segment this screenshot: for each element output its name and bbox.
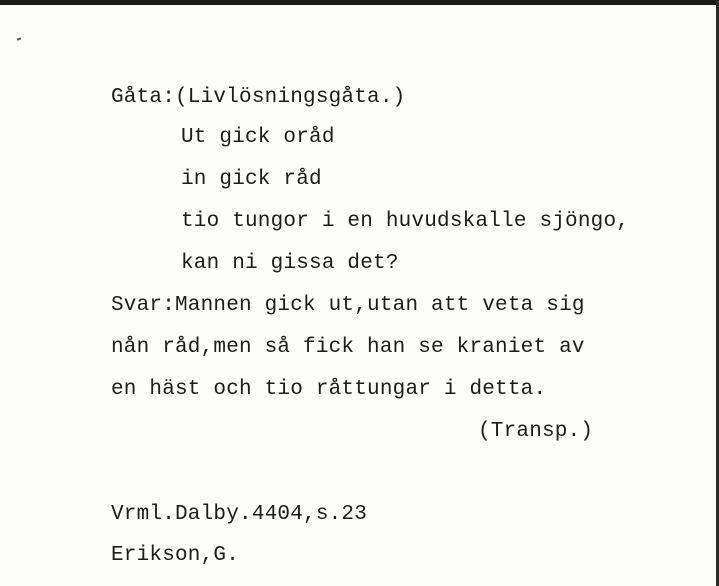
answer-line-2: nån råd,men så fick han se kraniet av bbox=[111, 336, 585, 359]
transcription-note: (Transp.) bbox=[478, 420, 594, 443]
riddle-line-2: in gick råd bbox=[181, 168, 322, 191]
riddle-header: Gåta:(Livlösningsgåta.) bbox=[111, 86, 406, 109]
riddle-line-4: kan ni gissa det? bbox=[181, 252, 399, 275]
paper-speck bbox=[17, 37, 21, 40]
source-reference: Vrml.Dalby.4404,s.23 bbox=[111, 503, 368, 526]
riddle-line-1: Ut gick oråd bbox=[181, 126, 335, 149]
card-top-edge bbox=[0, 0, 719, 5]
answer-line-1: Svar:Mannen gick ut,utan att veta sig bbox=[111, 294, 585, 317]
riddle-line-3: tio tungor i en huvudskalle sjöngo, bbox=[181, 210, 630, 233]
answer-line-3: en häst och tio råttungar i detta. bbox=[111, 378, 547, 401]
collector-name: Erikson,G. bbox=[111, 544, 240, 567]
